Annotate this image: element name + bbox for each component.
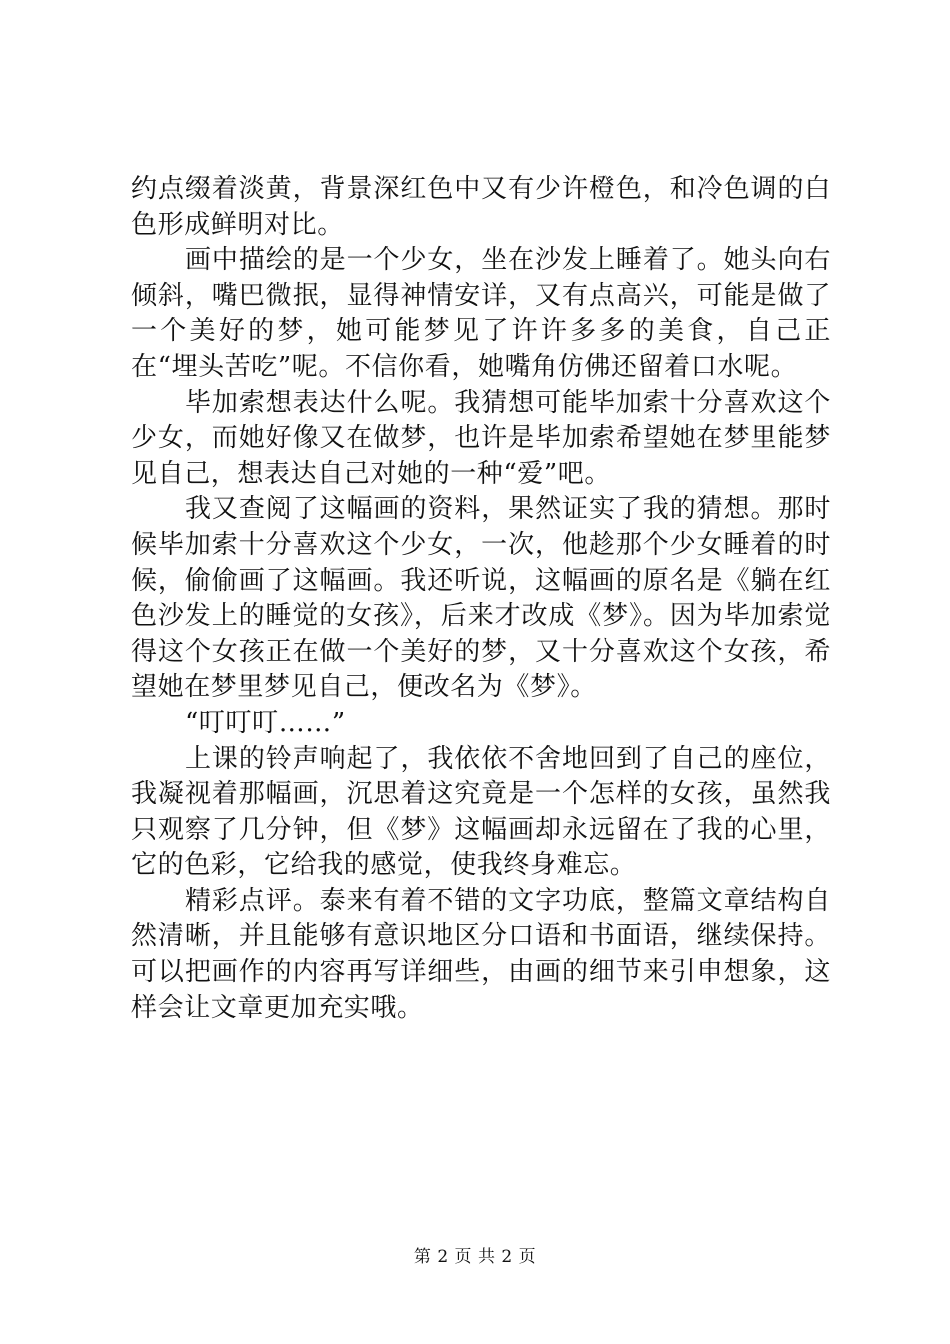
paragraph-5: “叮叮叮……”	[185, 707, 346, 738]
paragraph-4: 我又查阅了这幅画的资料，果然证实了我的猜想。那时候毕加索十分喜欢这个少女，一次，他趁那个少女睡着的时候，偷偷画了这幅画。我还听说，这幅画的原名是《躺在红色沙发上的睡觉的女孩》，后来才改成《梦》。因为毕加索觉得这个女孩正在做一个美好的梦，又十分喜欢这个女孩，希望她在梦里梦见自己，便改名为《梦》。	[131, 494, 831, 703]
paragraph-3: 毕加索想表达什么呢。我猜想可能毕加索十分喜欢这个少女，而她好像又在做梦，也许是毕加索希望她在梦里能梦见自己，想表达自己对她的一种“爱”吧。	[131, 387, 831, 489]
paragraph-2: 画中描绘的是一个少女，坐在沙发上睡着了。她头向右倾斜，嘴巴微抿，显得神情安详，又有点高兴，可能是做了一个美好的梦，她可能梦见了许许多多的美食，自己正在“埋头苦吃”呢。不信你看，她嘴角仿佛还留着口水呢。	[131, 245, 831, 382]
paragraph-6: 上课的铃声响起了，我依依不舍地回到了自己的座位，我凝视着那幅画，沉思着这究竟是一个怎样的女孩，虽然我只观察了几分钟，但《梦》这幅画却永远留在了我的心里，它的色彩，它给我的感觉，使我终身难忘。	[131, 743, 831, 881]
paragraph-1: 约点缀着淡黄，背景深红色中又有少许橙色，和冷色调的白色形成鲜明对比。	[131, 174, 831, 240]
page-number-footer: 第 2 页 共 2 页	[413, 1247, 537, 1267]
document-body	[131, 172, 831, 1026]
paragraph-7: 精彩点评。泰来有着不错的文字功底，整篇文章结构自然清晰，并且能够有意识地区分口语和书面语，继续保持。可以把画作的内容再写详细些，由画的细节来引申想象，这样会让文章更加充实哦。	[131, 885, 831, 1023]
